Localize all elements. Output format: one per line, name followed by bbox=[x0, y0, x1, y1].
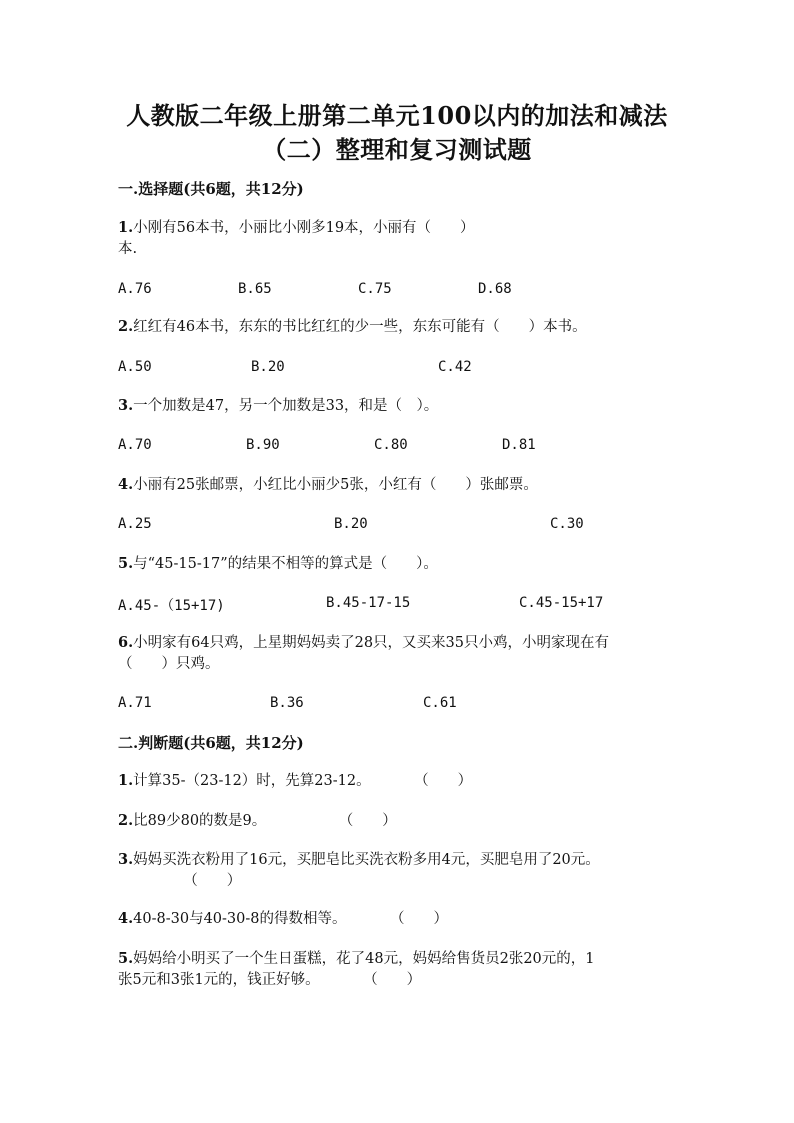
option-c: C.42 bbox=[438, 359, 472, 375]
option-a: A.45-（15+17) bbox=[118, 598, 225, 614]
page-title: 人教版二年级上册第二单元100以内的加法和减法 bbox=[126, 101, 668, 130]
question-text: 妈妈给小明买了一个生日蛋糕，花了48元，妈妈给售货员2张20元的，1 bbox=[133, 951, 595, 967]
question-number: 1. bbox=[118, 772, 134, 789]
option-c: C.45-15+17 bbox=[519, 595, 604, 611]
question-text: 妈妈买洗衣粉用了16元，买肥皂比买洗衣粉多用4元，买肥皂用了20元。 bbox=[133, 852, 600, 868]
option-c: C.30 bbox=[550, 516, 584, 532]
option-b: B.20 bbox=[334, 516, 368, 532]
question-text-cont: 本. bbox=[118, 241, 138, 257]
option-a: A.70 bbox=[118, 437, 152, 453]
question-text: 一个加数是47，另一个加数是33，和是（ ）。 bbox=[133, 398, 439, 414]
option-c: C.61 bbox=[423, 695, 457, 711]
question-number: 3. bbox=[118, 397, 134, 414]
question-number: 2. bbox=[118, 812, 134, 829]
question-number: 3. bbox=[118, 851, 134, 868]
judge-question-5 bbox=[118, 948, 678, 991]
option-b: B.65 bbox=[238, 281, 272, 297]
option-b: B.45-17-15 bbox=[326, 595, 411, 611]
question-text-cont: 张5元和3张1元的，钱正好够。 （ ） bbox=[118, 972, 422, 988]
question-5 bbox=[118, 553, 678, 575]
option-b: B.20 bbox=[251, 359, 285, 375]
judge-question-4 bbox=[118, 908, 678, 930]
option-b: B.90 bbox=[246, 437, 280, 453]
question-4 bbox=[118, 474, 678, 496]
option-b: B.36 bbox=[270, 695, 304, 711]
section-judge-heading: 二.判断题(共6题，共12分) bbox=[118, 734, 304, 752]
question-number: 6. bbox=[118, 634, 134, 651]
option-d: D.81 bbox=[502, 437, 536, 453]
question-number: 4. bbox=[118, 476, 134, 493]
question-text: 40-8-30与40-30-8的得数相等。 （ ） bbox=[133, 911, 448, 927]
section-choice-heading: 一.选择题(共6题，共12分) bbox=[118, 180, 304, 198]
option-a: A.50 bbox=[118, 359, 152, 375]
question-text-cont: （ ） bbox=[118, 873, 242, 889]
question-number: 5. bbox=[118, 950, 134, 967]
question-text: 比89少80的数是9。 （ ） bbox=[133, 813, 397, 829]
question-text: 红红有46本书，东东的书比红红的少一些，东东可能有（ ）本书。 bbox=[133, 319, 587, 335]
judge-question-2 bbox=[118, 810, 678, 832]
option-c: C.75 bbox=[358, 281, 392, 297]
question-text: 小丽有25张邮票，小红比小丽少5张，小红有（ ）张邮票。 bbox=[133, 477, 538, 493]
option-c: C.80 bbox=[374, 437, 408, 453]
question-2 bbox=[118, 316, 678, 338]
question-number: 4. bbox=[118, 910, 134, 927]
option-a: A.76 bbox=[118, 281, 152, 297]
option-a: A.71 bbox=[118, 695, 152, 711]
question-text: 计算35-（23-12）时，先算23-12。 （ ） bbox=[133, 773, 473, 789]
question-text-cont: （ ）只鸡。 bbox=[118, 656, 220, 672]
question-text: 小明家有64只鸡，上星期妈妈卖了28只，又买来35只小鸡，小明家现在有 bbox=[133, 635, 609, 651]
page-subtitle: （二）整理和复习测试题 bbox=[262, 135, 532, 164]
question-6 bbox=[118, 632, 678, 675]
judge-question-1 bbox=[118, 770, 678, 792]
question-number: 2. bbox=[118, 318, 134, 335]
question-3 bbox=[118, 395, 678, 417]
judge-question-3 bbox=[118, 849, 678, 892]
question-text: 小刚有56本书，小丽比小刚多19本，小丽有（ ） bbox=[133, 220, 475, 236]
question-number: 5. bbox=[118, 555, 134, 572]
question-number: 1. bbox=[118, 219, 134, 236]
question-text: 与“45-15-17”的结果不相等的算式是（ ）。 bbox=[133, 556, 438, 572]
option-d: D.68 bbox=[478, 281, 512, 297]
question-1 bbox=[118, 217, 678, 260]
option-a: A.25 bbox=[118, 516, 152, 532]
